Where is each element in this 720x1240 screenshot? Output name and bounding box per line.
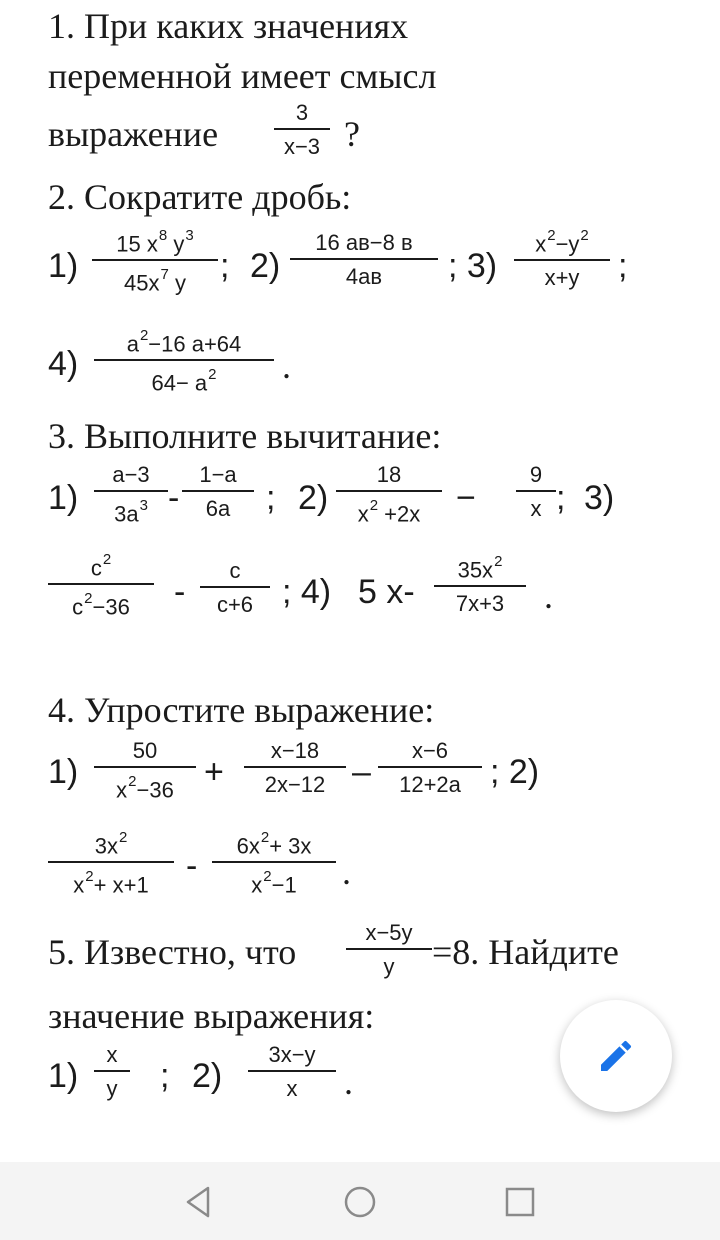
q4-s1: ; 2) (490, 753, 540, 791)
fraction-bar (200, 586, 270, 588)
q2-f1 (92, 226, 218, 297)
q3-f3-num: 18 (376, 462, 402, 487)
fraction-bar (248, 1070, 336, 1072)
pencil-icon (596, 1036, 636, 1076)
q4-f1-den: $x^2-36$ (116, 773, 174, 803)
q3-f2 (182, 462, 254, 522)
q3-f7-den: 7x+3 (455, 591, 505, 617)
q3-f1-num: a−3 (112, 462, 150, 487)
q3-s1: ; (266, 479, 276, 517)
fraction-bar (48, 583, 154, 585)
q4-f2 (244, 738, 346, 798)
q2-f2 (290, 230, 438, 290)
edit-fab-button[interactable] (560, 1000, 672, 1112)
q2-f3 (514, 226, 610, 291)
q4-f3-den: 12+2a (399, 772, 461, 797)
q1-line2: переменной имеет смысл (48, 56, 437, 96)
fraction-bar (516, 490, 556, 492)
fraction-bar (290, 258, 438, 260)
q4-f5-den: $x^2-1$ (251, 868, 297, 898)
q4-f4-num: $3x^2$ (94, 829, 128, 859)
q1-line3: выражение (48, 114, 219, 154)
q3-f2-num: 1−a (199, 462, 237, 487)
q2-f4-num: $a^2-16$ a+64 (126, 327, 242, 357)
q3-s3: ; 4) (282, 573, 332, 611)
q2-s2: ; 3) (448, 247, 498, 285)
q3-title: 3. Выполните вычитание: (48, 416, 442, 456)
q2-f2-den: 4ав (345, 264, 383, 289)
q4-f4 (48, 828, 174, 899)
q3-f6-den: c+6 (216, 592, 254, 617)
recents-square-icon[interactable] (500, 1182, 540, 1222)
q5-pre: 5. Известно, что (48, 932, 297, 972)
q1-end: ? (344, 114, 360, 154)
fraction-bar (346, 948, 432, 950)
q2-f1-den: $45x^7$ y (124, 266, 186, 296)
q4-f3 (378, 738, 482, 798)
q4-minus2: - (186, 847, 198, 885)
q3-minus3: - (174, 573, 186, 611)
q3-f3-den: $x^2 +2x$ (357, 497, 421, 527)
q5-post: =8. Найдите (432, 932, 619, 972)
q3-f4-den: x (530, 496, 542, 521)
q5-f2-den: x (286, 1076, 298, 1101)
q4-f1 (94, 738, 196, 803)
back-triangle-icon[interactable] (178, 1182, 218, 1222)
q5-f2-num: 3x−y (268, 1042, 316, 1067)
q3-end: . (544, 576, 553, 616)
q1-frac-den: x−3 (283, 134, 321, 159)
q3-f3 (336, 462, 442, 527)
q2-f3-den: x+y (544, 265, 580, 291)
q4-end: . (342, 852, 351, 892)
q5-f2 (248, 1042, 336, 1102)
q4-f5-num: $6x^2+ 3x$ (236, 829, 312, 859)
q4-f2-den: 2x−12 (264, 772, 326, 797)
fraction-bar (336, 490, 442, 492)
q3-f6-num: c (229, 558, 241, 583)
q4-f2-num: x−18 (270, 738, 320, 763)
fraction-bar (514, 259, 610, 261)
q4-f5 (212, 828, 336, 899)
q4-minus: – (352, 753, 371, 791)
fraction-bar (182, 490, 254, 492)
q2-f1-num: 15 $x^8$ $y^3$ (116, 227, 194, 257)
q2-f4 (94, 326, 274, 397)
q2-f4-den: $64- a^2$ (151, 366, 217, 396)
q5-f1-num: x (106, 1042, 118, 1067)
q3-p2: 2) (298, 479, 329, 517)
q4-f1-num: 50 (132, 738, 158, 763)
q1-fraction (274, 100, 330, 160)
q4-plus: + (204, 753, 224, 791)
q3-f5-den: $c^2-36$ (72, 590, 130, 620)
fraction-bar (94, 766, 196, 768)
q5-frac-den: y (383, 954, 395, 979)
fraction-bar (94, 490, 168, 492)
q5-end: . (344, 1062, 353, 1102)
q3-p1: 1) (48, 479, 79, 517)
q3-f7-num: $35x^2$ (457, 553, 503, 583)
q3-f6 (200, 558, 270, 618)
q5-fraction (346, 920, 432, 980)
q2-end: . (282, 346, 291, 386)
q4-title: 4. Упростите выражение: (48, 690, 435, 730)
q5-f1-den: y (106, 1076, 118, 1101)
q2-p4: 4) (48, 345, 79, 383)
q3-f7 (434, 552, 526, 617)
system-nav-bar (0, 1162, 720, 1240)
q3-minus2: − (456, 479, 476, 517)
fraction-bar (274, 128, 330, 130)
q2-f2-num: 16 ав−8 в (315, 230, 413, 255)
q3-f4-num: 9 (529, 462, 543, 487)
q5-s1: ; (160, 1057, 170, 1095)
q1-line1: 1. При каких значениях (48, 6, 409, 46)
q5-p2: 2) (192, 1057, 223, 1095)
q2-title: 2. Сократите дробь: (48, 177, 352, 217)
fraction-bar (94, 1070, 130, 1072)
q3-f2-den: 6a (205, 496, 231, 521)
fraction-bar (434, 585, 526, 587)
q3-f1-den: $3a^3$ (114, 497, 148, 527)
home-circle-icon[interactable] (340, 1182, 380, 1222)
q3-p3: 3) (584, 479, 615, 517)
fraction-bar (378, 766, 482, 768)
fraction-bar (244, 766, 346, 768)
q2-s3: ; (618, 247, 628, 285)
q4-f3-num: x−6 (411, 738, 449, 763)
q3-minus1: - (168, 479, 180, 517)
q4-p1: 1) (48, 753, 79, 791)
q5-f1 (94, 1042, 130, 1102)
q5-p1: 1) (48, 1057, 79, 1095)
q3-f1 (94, 462, 168, 527)
q2-f3-num: $x^2-y^2$ (535, 227, 589, 257)
q5-frac-num: x−5y (365, 920, 413, 945)
fraction-bar (92, 259, 218, 261)
fraction-bar (212, 861, 336, 863)
q1-frac-num: 3 (295, 100, 309, 125)
fraction-bar (48, 861, 174, 863)
q3-f5 (48, 550, 154, 621)
q3-f5-num: $c^2$ (90, 551, 112, 581)
q4-f4-den: $x^2+ x+1$ (73, 868, 149, 898)
q2-p1: 1) (48, 247, 79, 285)
q3-expr4: 5 x- (358, 573, 415, 611)
q3-s2: ; (556, 479, 566, 517)
q3-f4 (516, 462, 556, 522)
q2-p2: 2) (250, 247, 281, 285)
q5-line2: значение выражения: (48, 996, 375, 1036)
fraction-bar (94, 359, 274, 361)
q2-s1: ; (220, 247, 230, 285)
